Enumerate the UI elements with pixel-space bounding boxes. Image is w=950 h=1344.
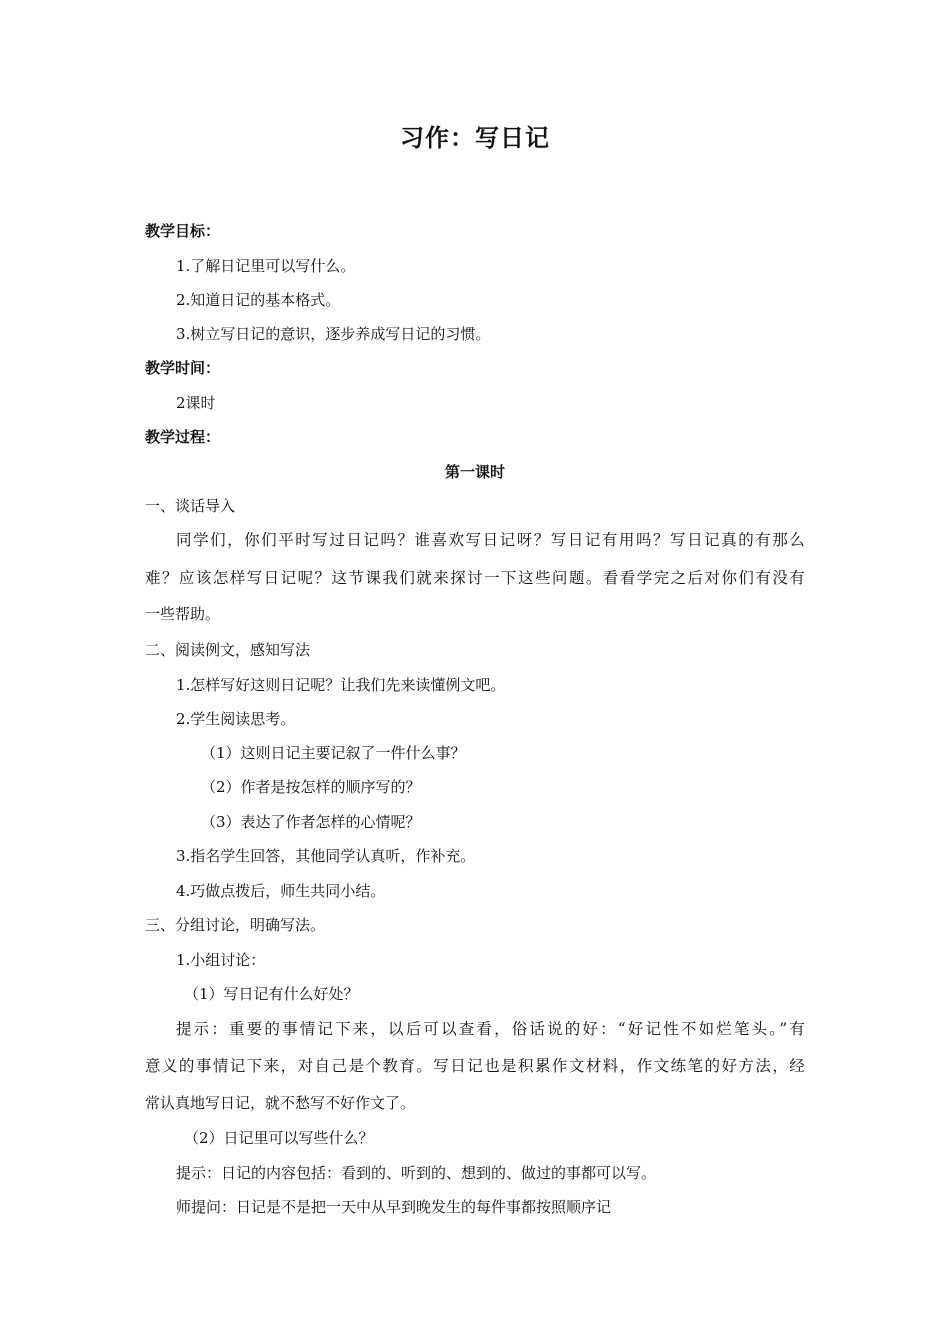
list-item: 1.怎样写好这则日记呢？让我们先来读懂例文吧。 bbox=[176, 676, 506, 694]
hint-line: 常认真地写日记，就不愁写不好作文了。 bbox=[145, 1094, 416, 1112]
paragraph-line: 一些帮助。 bbox=[145, 605, 221, 623]
time-value: 2课时 bbox=[176, 394, 216, 412]
process-heading: 教学过程： bbox=[145, 428, 221, 446]
section-title: 一、谈话导入 bbox=[145, 497, 236, 515]
question-item: （1）这则日记主要记叙了一件什么事？ bbox=[201, 744, 466, 762]
hint-line: 意义的事情记下来，对自己是个教育。写日记也是积累作文材料，作文练笔的好方法，经 bbox=[145, 1057, 805, 1075]
objective-item: 1.了解日记里可以写什么。 bbox=[176, 257, 356, 275]
question-item: （2）作者是按怎样的顺序写的？ bbox=[201, 778, 421, 796]
question-item: （1）写日记有什么好处？ bbox=[184, 985, 359, 1003]
paragraph-line: 同学们，你们平时写过日记吗？谁喜欢写日记呀？写日记有用吗？写日记真的有那么 bbox=[176, 531, 805, 549]
question-item: （2）日记里可以写些什么？ bbox=[184, 1129, 374, 1147]
hint-line: 提示：重要的事情记下来，以后可以查看，俗话说的好：“好记性不如烂笔头。”有 bbox=[176, 1020, 805, 1038]
list-item: 4.巧做点拨后，师生共同小结。 bbox=[176, 882, 386, 900]
objective-item: 2.知道日记的基本格式。 bbox=[176, 291, 341, 309]
hint-line: 提示：日记的内容包括：看到的、听到的、想到的、做过的事都可以写。 bbox=[176, 1164, 657, 1182]
objective-item: 3.树立写日记的意识，逐步养成写日记的习惯。 bbox=[176, 325, 491, 343]
list-item: 3.指名学生回答，其他同学认真听，作补充。 bbox=[176, 847, 476, 865]
objectives-heading: 教学目标： bbox=[145, 222, 221, 240]
teacher-question: 师提问：日记是不是把一天中从早到晚发生的每件事都按照顺序记 bbox=[176, 1198, 612, 1216]
list-item: 2.学生阅读思考。 bbox=[176, 710, 296, 728]
time-heading: 教学时间： bbox=[145, 359, 221, 377]
document-title: 习作：写日记 bbox=[400, 124, 550, 152]
section-title: 二、阅读例文，感知写法 bbox=[145, 641, 311, 659]
question-item: （3）表达了作者怎样的心情呢？ bbox=[201, 813, 421, 831]
section-title: 三、分组讨论，明确写法。 bbox=[145, 916, 326, 934]
paragraph-line: 难？应该怎样写日记呢？这节课我们就来探讨一下这些问题。看看学完之后对你们有没有 bbox=[145, 569, 805, 587]
lesson-title: 第一课时 bbox=[444, 463, 505, 481]
list-item: 1.小组讨论： bbox=[176, 951, 266, 969]
